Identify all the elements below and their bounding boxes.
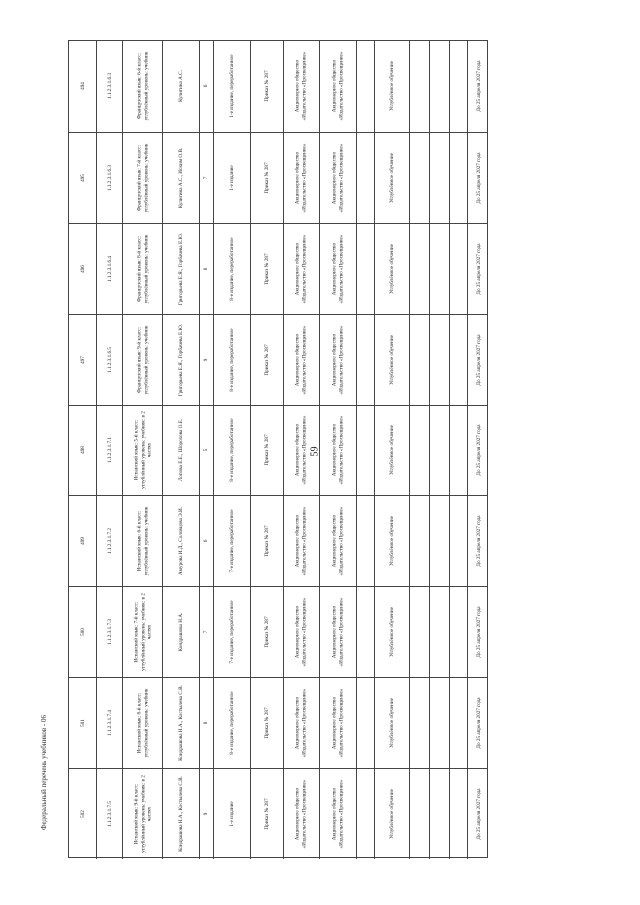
cell-empty [429, 315, 449, 405]
cell-grade [199, 678, 214, 768]
cell-code [96, 769, 122, 859]
cell-publisher-text: Акционерное общество «Издательство «Просвещение» [294, 688, 308, 758]
cell-order-text: Приказ № 287 [263, 707, 270, 739]
cell-empty [409, 769, 429, 859]
table-row [69, 132, 487, 223]
cell-empty [356, 769, 374, 859]
cell-edition-text: 1-е издание, переработанное [228, 54, 235, 119]
cell-manufacturer-text: Акционерное общество «Издательство «Просвещение» [331, 325, 344, 395]
cell-grade-text: 8 [203, 721, 210, 725]
cell-grade-text: 6 [203, 85, 210, 88]
cell-empty [356, 587, 374, 677]
cell-edition-text: 8-е издание, переработанное [228, 327, 235, 392]
cell-deadline [467, 678, 489, 768]
cell-code [96, 133, 122, 223]
cell-publisher [283, 41, 320, 132]
cell-number-text: 495 [79, 173, 86, 182]
cell-note-text: Углублённое обучение [388, 516, 395, 567]
cell-edition-text: 8-е издание, переработанное [228, 418, 235, 483]
cell-deadline [467, 133, 489, 223]
cell-code [96, 41, 122, 132]
cell-code-text: 1.1.2.3.1.7.2 [106, 528, 113, 555]
cell-empty [429, 406, 449, 496]
cell-number [69, 41, 96, 132]
cell-number-text: 500 [79, 628, 86, 637]
cell-empty [429, 41, 449, 132]
cell-authors [162, 678, 199, 768]
cell-number-text: 499 [79, 537, 86, 546]
cell-deadline-text: До 25 апреля 2027 года [475, 515, 482, 567]
cell-empty [356, 133, 374, 223]
cell-manufacturer [319, 133, 356, 223]
cell-authors-text: Григорьева Е.Я., Горбачева Е.Ю. [177, 232, 184, 305]
cell-deadline-text: До 25 апреля 2027 года [475, 152, 482, 204]
cell-grade [199, 41, 214, 132]
cell-order [250, 224, 283, 314]
cell-empty [409, 224, 429, 314]
cell-publisher-text: Акционерное общество «Издательство «Просвещение» [294, 143, 308, 213]
cell-code [96, 587, 122, 677]
cell-subject-text: Испанский язык: 7-й класс: углублённый уровень: учебник: в 2 частях [132, 593, 152, 672]
cell-subject [122, 41, 162, 132]
cell-empty [409, 587, 429, 677]
cell-subject [122, 406, 162, 496]
cell-publisher-text: Акционерное общество «Издательство «Просвещение» [294, 597, 308, 667]
textbook-table [68, 40, 488, 858]
cell-subject-text: Испанский язык: 9-й класс: углублённый уровень: учебник: в 2 частях [132, 775, 152, 853]
cell-manufacturer [319, 406, 356, 496]
cell-manufacturer [319, 678, 356, 768]
cell-number-text: 502 [79, 810, 86, 818]
cell-number-text: 496 [79, 264, 86, 273]
cell-manufacturer [319, 224, 356, 314]
cell-deadline-text: До 25 апреля 2027 года [475, 424, 482, 477]
cell-order [250, 587, 283, 677]
table-row [69, 314, 487, 405]
cell-subject [122, 133, 162, 223]
cell-order [250, 496, 283, 586]
cell-grade-text: 8 [203, 267, 210, 270]
cell-number [69, 406, 96, 496]
cell-empty [409, 406, 429, 496]
cell-manufacturer-text: Акционерное общество «Издательство «Просвещение» [331, 234, 344, 304]
cell-number [69, 315, 96, 405]
cell-subject [122, 496, 162, 586]
cell-edition [213, 133, 250, 223]
cell-empty [409, 496, 429, 586]
cell-order-text: Приказ № 287 [263, 70, 270, 103]
cell-empty [429, 133, 449, 223]
cell-subject [122, 315, 162, 405]
cell-order-text: Приказ № 287 [263, 343, 270, 376]
cell-grade [199, 315, 214, 405]
cell-authors [162, 587, 199, 677]
cell-code-text: 1.1.2.3.1.7.5 [106, 801, 113, 828]
cell-deadline [467, 769, 489, 859]
cell-empty [449, 769, 467, 859]
cell-manufacturer [319, 496, 356, 586]
cell-note [374, 224, 409, 314]
cell-subject [122, 769, 162, 859]
cell-empty [449, 678, 467, 768]
cell-code-text: 1.1.2.3.1.7.3 [106, 619, 113, 646]
cell-edition-text: 1-е издание [228, 801, 235, 827]
cell-grade-text: 9 [203, 812, 210, 816]
table-row [69, 405, 487, 496]
page-footer: Федеральный перечень учебников - 06 [40, 715, 48, 830]
cell-note [374, 133, 409, 223]
cell-note [374, 587, 409, 677]
cell-note-text: Углублённое обучение [388, 607, 395, 658]
cell-authors [162, 315, 199, 405]
cell-note-text: Углублённое обучение [388, 698, 395, 749]
cell-note-text: Углублённое обучение [388, 425, 395, 476]
cell-deadline [467, 315, 489, 405]
cell-empty [429, 224, 449, 314]
cell-edition-text: 1-е издание [228, 165, 235, 191]
cell-order [250, 41, 283, 132]
cell-order [250, 406, 283, 496]
cell-empty [449, 406, 467, 496]
cell-deadline-text: До 25 апреля 2027 года [475, 243, 482, 295]
cell-note-text: Углублённое обучение [388, 789, 395, 839]
cell-authors [162, 406, 199, 496]
cell-authors [162, 224, 199, 314]
cell-edition [213, 678, 250, 768]
cell-empty [449, 41, 467, 132]
cell-subject-text: Французский язык: 8-й класс: углублённый уровень: учебник [136, 234, 149, 304]
cell-authors-text: Григорьева Е.Я., Горбачева Е.Ю. [177, 323, 184, 396]
cell-subject-text: Французский язык: 9-й класс: углублённый уровень: учебник [136, 325, 149, 394]
cell-grade [199, 224, 214, 314]
cell-number [69, 678, 96, 768]
cell-order-text: Приказ № 287 [263, 798, 270, 830]
cell-manufacturer [319, 587, 356, 677]
cell-manufacturer-text: Акционерное общество «Издательство «Просвещение» [331, 51, 344, 121]
cell-subject-text: Испанский язык: 8-й класс: углублённый уровень: учебник [136, 688, 149, 758]
table-row [69, 586, 487, 677]
cell-number-text: 501 [79, 719, 86, 728]
cell-empty [449, 133, 467, 223]
cell-publisher [283, 224, 320, 314]
cell-empty [356, 224, 374, 314]
cell-subject-text: Испанский язык: 6-й класс: углублённый уровень: учебник [136, 507, 149, 576]
cell-grade-text: 7 [203, 176, 210, 180]
cell-code-text: 1.1.2.3.1.6.5 [106, 346, 113, 373]
cell-note [374, 769, 409, 859]
cell-publisher [283, 406, 320, 496]
cell-manufacturer-text: Акционерное общество «Издательство «Просвещение» [331, 597, 344, 667]
cell-edition [213, 587, 250, 677]
cell-publisher [283, 678, 320, 768]
cell-publisher-text: Акционерное общество «Издательство «Просвещение» [294, 416, 308, 485]
cell-order [250, 315, 283, 405]
cell-grade [199, 769, 214, 859]
cell-manufacturer [319, 769, 356, 859]
cell-number-text: 494 [79, 82, 86, 91]
page-number: 59 [309, 446, 321, 457]
cell-manufacturer-text: Акционерное общество «Издательство «Просвещение» [331, 688, 344, 758]
cell-number [69, 769, 96, 859]
cell-empty [356, 41, 374, 132]
cell-publisher [283, 769, 320, 859]
cell-edition [213, 406, 250, 496]
cell-subject [122, 587, 162, 677]
cell-authors-text: Кулигина А.С. [177, 70, 184, 103]
cell-order-text: Приказ № 287 [263, 525, 270, 557]
cell-authors-text: Кондрашова Н.А. [177, 612, 184, 652]
cell-code-text: 1.1.2.3.1.7.4 [106, 710, 113, 737]
cell-manufacturer-text: Акционерное общество «Издательство «Просвещение» [331, 779, 344, 849]
cell-edition-text: 8-е издание, переработанное [228, 237, 235, 301]
cell-authors-text: Кондрашова Н.А., Костылева С.В. [177, 685, 184, 762]
cell-number [69, 587, 96, 677]
cell-note-text: Углублённое обучение [388, 334, 395, 385]
cell-edition [213, 224, 250, 314]
cell-empty [356, 315, 374, 405]
cell-edition-text: 7-е издание, переработанное [228, 509, 235, 573]
cell-number [69, 496, 96, 586]
cell-order [250, 678, 283, 768]
cell-publisher-text: Акционерное общество «Издательство «Просвещение» [294, 506, 308, 576]
cell-authors [162, 133, 199, 223]
cell-deadline-text: До 25 апреля 2027 года [475, 788, 482, 840]
cell-code [96, 315, 122, 405]
cell-edition-text: 7-е издание, переработанное [228, 600, 235, 664]
cell-publisher [283, 315, 320, 405]
table-row [69, 677, 487, 768]
cell-empty [449, 587, 467, 677]
cell-subject [122, 224, 162, 314]
cell-number-text: 497 [79, 355, 86, 364]
cell-note [374, 496, 409, 586]
cell-deadline-text: До 25 апреля 2027 года [475, 697, 482, 749]
cell-publisher-text: Акционерное общество «Издательство «Просвещение» [294, 325, 308, 395]
cell-edition-text: 8-е издание, переработанное [228, 691, 235, 755]
table-row [69, 495, 487, 586]
cell-authors [162, 496, 199, 586]
cell-manufacturer [319, 41, 356, 132]
cell-order [250, 133, 283, 223]
cell-manufacturer-text: Акционерное общество «Издательство «Просвещение» [331, 143, 344, 213]
cell-note-text: Углублённое обучение [388, 243, 395, 294]
cell-manufacturer [319, 315, 356, 405]
cell-authors [162, 769, 199, 859]
cell-subject [122, 678, 162, 768]
cell-note-text: Углублённое обучение [388, 61, 395, 112]
cell-grade-text: 7 [203, 630, 210, 634]
cell-deadline-text: До 25 апреля 2027 года [475, 606, 482, 658]
cell-empty [429, 587, 449, 677]
cell-deadline [467, 224, 489, 314]
cell-order-text: Приказ № 287 [263, 616, 270, 648]
cell-note [374, 41, 409, 132]
cell-order [250, 769, 283, 859]
cell-subject-text: Французский язык: 7-й класс: углублённый уровень: учебник [136, 143, 149, 213]
cell-edition [213, 315, 250, 405]
cell-edition [213, 769, 250, 859]
cell-deadline [467, 406, 489, 496]
cell-publisher [283, 587, 320, 677]
cell-subject-text: Испанский язык: 5-й класс: углублённый уровень: учебник: в 2 частях [132, 411, 152, 490]
cell-code [96, 678, 122, 768]
cell-deadline [467, 587, 489, 677]
cell-grade-text: 5 [203, 449, 210, 452]
cell-empty [356, 496, 374, 586]
cell-empty [409, 133, 429, 223]
cell-code-text: 1.1.2.3.1.6.4 [106, 255, 113, 282]
cell-authors-text: Амурова И.Д., Соловцова Э.И. [177, 507, 184, 576]
cell-code [96, 496, 122, 586]
cell-empty [449, 496, 467, 586]
cell-note [374, 678, 409, 768]
cell-grade-text: 6 [203, 540, 210, 543]
cell-grade [199, 496, 214, 586]
cell-edition [213, 41, 250, 132]
cell-code-text: 1.1.2.3.1.6.3 [106, 73, 113, 100]
cell-empty [409, 41, 429, 132]
cell-empty [356, 678, 374, 768]
cell-grade [199, 133, 214, 223]
cell-grade-text: 9 [203, 358, 210, 361]
cell-publisher-text: Акционерное общество «Издательство «Просвещение» [294, 234, 308, 304]
cell-authors [162, 41, 199, 132]
cell-manufacturer-text: Акционерное общество «Издательство «Просвещение» [331, 506, 344, 576]
cell-order-text: Приказ № 287 [263, 162, 270, 194]
cell-empty [429, 678, 449, 768]
cell-deadline-text: До 25 апреля 2027 года [475, 334, 482, 386]
cell-order-text: Приказ № 287 [263, 434, 270, 467]
cell-authors-text: Кулигина А.С., Иохим О.В. [177, 147, 184, 209]
cell-code [96, 224, 122, 314]
cell-note [374, 315, 409, 405]
cell-code-text: 1.1.2.3.1.6.3 [106, 164, 113, 191]
cell-subject-text: Французский язык: 6-й класс: углублённый уровень: учебник [136, 52, 149, 121]
cell-deadline [467, 41, 489, 132]
cell-empty [449, 224, 467, 314]
cell-order-text: Приказ № 287 [263, 253, 270, 285]
cell-authors-text: Лопова Е.Е., Шорохова О.Е. [177, 419, 184, 482]
cell-number-text: 498 [79, 446, 86, 455]
cell-empty [409, 678, 429, 768]
cell-code-text: 1.1.2.3.1.7.1 [106, 437, 113, 464]
cell-publisher [283, 133, 320, 223]
cell-authors-text: Кондрашова Н.А., Костылева С.В. [177, 776, 184, 852]
cell-empty [356, 406, 374, 496]
table-row [69, 223, 487, 314]
cell-note [374, 406, 409, 496]
cell-empty [429, 496, 449, 586]
cell-number [69, 133, 96, 223]
cell-empty [409, 315, 429, 405]
table-row [69, 768, 487, 859]
cell-edition [213, 496, 250, 586]
cell-empty [429, 769, 449, 859]
cell-deadline [467, 496, 489, 586]
cell-grade [199, 587, 214, 677]
cell-deadline-text: До 25 апреля 2027 года [475, 60, 482, 113]
cell-grade [199, 406, 214, 496]
table-row [69, 41, 487, 132]
cell-manufacturer-text: Акционерное общество «Издательство «Просвещение» [331, 416, 344, 485]
cell-code [96, 406, 122, 496]
cell-number [69, 224, 96, 314]
cell-publisher-text: Акционерное общество «Издательство «Просвещение» [294, 779, 308, 849]
cell-publisher-text: Акционерное общество «Издательство «Просвещение» [294, 51, 308, 121]
cell-empty [449, 315, 467, 405]
cell-publisher [283, 496, 320, 586]
cell-note-text: Углублённое обучение [388, 152, 395, 203]
